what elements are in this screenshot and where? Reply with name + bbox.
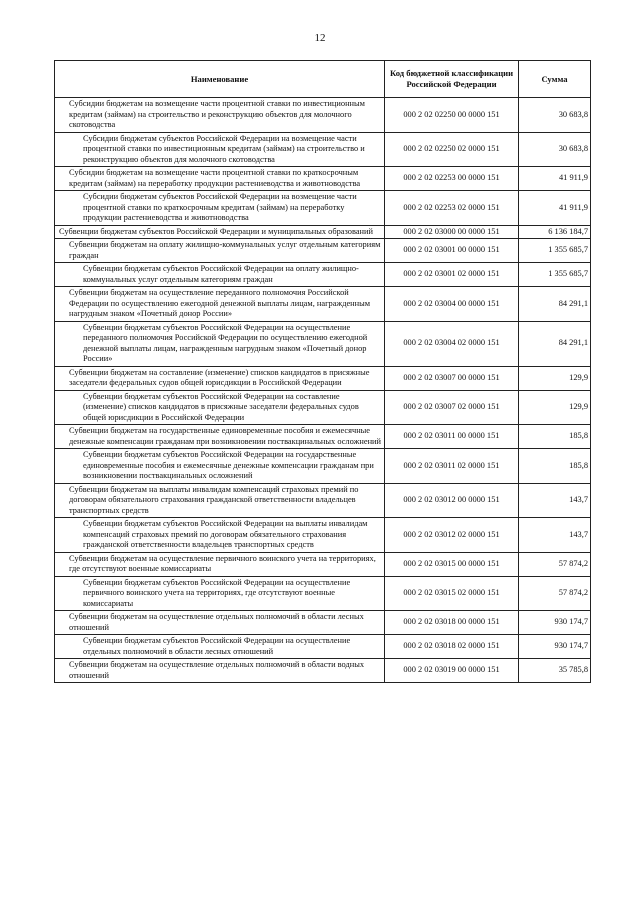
row-name: Субвенции бюджетам на осуществление отдельных полномочий в области водных отношений bbox=[55, 659, 385, 683]
row-code: 000 2 02 03011 02 0000 151 bbox=[385, 449, 519, 484]
row-name: Субвенции бюджетам на выплаты инвалидам компенсаций страховых премий по договорам обязательного страхования гражданской ответственности владельцев транспортных средств bbox=[55, 483, 385, 518]
row-sum: 930 174,7 bbox=[519, 611, 591, 635]
row-code: 000 2 02 03015 02 0000 151 bbox=[385, 576, 519, 611]
table-row bbox=[55, 390, 591, 425]
table-row bbox=[55, 321, 591, 366]
row-name: Субвенции бюджетам субъектов Российской Федерации на составление (изменение) списков кандидатов в присяжные заседатели федеральных судов общей юрисдикции в Российской Федерации bbox=[55, 390, 385, 425]
row-sum: 41 911,9 bbox=[519, 167, 591, 191]
table-row bbox=[55, 425, 591, 449]
row-sum: 185,8 bbox=[519, 425, 591, 449]
table-row bbox=[55, 576, 591, 611]
row-sum: 57 874,2 bbox=[519, 576, 591, 611]
table-row bbox=[55, 611, 591, 635]
row-code: 000 2 02 03019 00 0000 151 bbox=[385, 659, 519, 683]
row-name: Субвенции бюджетам на оплату жилищно-коммунальных услуг отдельным категориям граждан bbox=[55, 239, 385, 263]
row-code: 000 2 02 03012 00 0000 151 bbox=[385, 483, 519, 518]
row-sum: 30 683,8 bbox=[519, 132, 591, 167]
row-code: 000 2 02 03000 00 0000 151 bbox=[385, 225, 519, 239]
row-name: Субвенции бюджетам субъектов Российской Федерации и муниципальных образований bbox=[55, 225, 385, 239]
row-name: Субвенции бюджетам на государственные единовременные пособия и ежемесячные денежные компенсации гражданам при возникновении поствакцинальных осложнений bbox=[55, 425, 385, 449]
row-sum: 1 355 685,7 bbox=[519, 239, 591, 263]
table-row bbox=[55, 132, 591, 167]
row-code: 000 2 02 03001 02 0000 151 bbox=[385, 263, 519, 287]
table-row bbox=[55, 98, 591, 133]
row-sum: 129,9 bbox=[519, 366, 591, 390]
row-code: 000 2 02 03007 00 0000 151 bbox=[385, 366, 519, 390]
row-code: 000 2 02 03015 00 0000 151 bbox=[385, 552, 519, 576]
row-code: 000 2 02 03007 02 0000 151 bbox=[385, 390, 519, 425]
row-sum: 84 291,1 bbox=[519, 287, 591, 322]
row-name: Субсидии бюджетам субъектов Российской Федерации на возмещение части процентной ставки по инвестиционным кредитам (займам) на строительство и реконструкцию объектов для молочного скотоводства bbox=[55, 132, 385, 167]
row-name: Субвенции бюджетам субъектов Российской Федерации на осуществление первичного воинского учета на территориях, где отсутствуют военные комиссариаты bbox=[55, 576, 385, 611]
row-code: 000 2 02 03004 02 0000 151 bbox=[385, 321, 519, 366]
row-name: Субсидии бюджетам на возмещение части процентной ставки по краткосрочным кредитам (займам) на переработку продукции растениеводства и животноводства bbox=[55, 167, 385, 191]
row-name: Субвенции бюджетам на осуществление отдельных полномочий в области лесных отношений bbox=[55, 611, 385, 635]
header-name: Наименование bbox=[55, 61, 385, 98]
row-code: 000 2 02 02253 00 0000 151 bbox=[385, 167, 519, 191]
table-row bbox=[55, 167, 591, 191]
row-sum: 930 174,7 bbox=[519, 635, 591, 659]
row-name: Субвенции бюджетам на составление (изменение) списков кандидатов в присяжные заседатели федеральных судов общей юрисдикции в Российской Федерации bbox=[55, 366, 385, 390]
table-row bbox=[55, 287, 591, 322]
page-number: 12 bbox=[314, 32, 326, 44]
row-name: Субвенции бюджетам субъектов Российской Федерации на осуществление переданного полномочия Российской Федерации по осуществлению ежегодной денежной выплаты лицам, награжденным нагрудным знаком «Почетный донор России» bbox=[55, 321, 385, 366]
row-sum: 84 291,1 bbox=[519, 321, 591, 366]
table-body bbox=[55, 98, 591, 683]
row-code: 000 2 02 03001 00 0000 151 bbox=[385, 239, 519, 263]
row-sum: 57 874,2 bbox=[519, 552, 591, 576]
row-sum: 30 683,8 bbox=[519, 98, 591, 133]
row-sum: 35 785,8 bbox=[519, 659, 591, 683]
row-code: 000 2 02 02253 02 0000 151 bbox=[385, 191, 519, 226]
row-sum: 143,7 bbox=[519, 483, 591, 518]
table-row bbox=[55, 552, 591, 576]
table-row bbox=[55, 483, 591, 518]
row-name: Субвенции бюджетам на осуществление переданного полномочия Российской Федерации по осуществлению ежегодной денежной выплаты лицам, награжденным нагрудным знаком «Почетный донор России» bbox=[55, 287, 385, 322]
table-row bbox=[55, 518, 591, 553]
header-code: Код бюджетной классификации Российской Федерации bbox=[385, 61, 519, 98]
table-row bbox=[55, 263, 591, 287]
row-code: 000 2 02 03004 00 0000 151 bbox=[385, 287, 519, 322]
table-row bbox=[55, 659, 591, 683]
row-sum: 41 911,9 bbox=[519, 191, 591, 226]
row-code: 000 2 02 03012 02 0000 151 bbox=[385, 518, 519, 553]
row-sum: 185,8 bbox=[519, 449, 591, 484]
row-code: 000 2 02 02250 00 0000 151 bbox=[385, 98, 519, 133]
row-name: Субвенции бюджетам на осуществление первичного воинского учета на территориях, где отсутствуют военные комиссариаты bbox=[55, 552, 385, 576]
header-sum: Сумма bbox=[519, 61, 591, 98]
table-row bbox=[55, 366, 591, 390]
budget-table bbox=[54, 60, 591, 683]
row-sum: 129,9 bbox=[519, 390, 591, 425]
row-name: Субвенции бюджетам субъектов Российской Федерации на оплату жилищно-коммунальных услуг отдельным категориям граждан bbox=[55, 263, 385, 287]
row-code: 000 2 02 03018 00 0000 151 bbox=[385, 611, 519, 635]
table-row bbox=[55, 191, 591, 226]
row-name: Субсидии бюджетам субъектов Российской Федерации на возмещение части процентной ставки по краткосрочным кредитам (займам) на переработку продукции растениеводства и животноводства bbox=[55, 191, 385, 226]
row-name: Субвенции бюджетам субъектов Российской Федерации на государственные единовременные пособия и ежемесячные денежные компенсации гражданам при возникновении поствакцинальных осложнений bbox=[55, 449, 385, 484]
row-sum: 6 136 184,7 bbox=[519, 225, 591, 239]
row-name: Субвенции бюджетам субъектов Российской Федерации на осуществление отдельных полномочий в области лесных отношений bbox=[55, 635, 385, 659]
table-row bbox=[55, 635, 591, 659]
table-row bbox=[55, 225, 591, 239]
table-row bbox=[55, 239, 591, 263]
row-name: Субсидии бюджетам на возмещение части процентной ставки по инвестиционным кредитам (займам) на строительство и реконструкцию объектов для молочного скотоводства bbox=[55, 98, 385, 133]
table-header-row bbox=[55, 61, 591, 98]
row-sum: 1 355 685,7 bbox=[519, 263, 591, 287]
row-code: 000 2 02 02250 02 0000 151 bbox=[385, 132, 519, 167]
row-name: Субвенции бюджетам субъектов Российской Федерации на выплаты инвалидам компенсаций страховых премий по договорам обязательного страхования гражданской ответственности владельцев транспортных средств bbox=[55, 518, 385, 553]
row-code: 000 2 02 03011 00 0000 151 bbox=[385, 425, 519, 449]
row-sum: 143,7 bbox=[519, 518, 591, 553]
table-row bbox=[55, 449, 591, 484]
row-code: 000 2 02 03018 02 0000 151 bbox=[385, 635, 519, 659]
